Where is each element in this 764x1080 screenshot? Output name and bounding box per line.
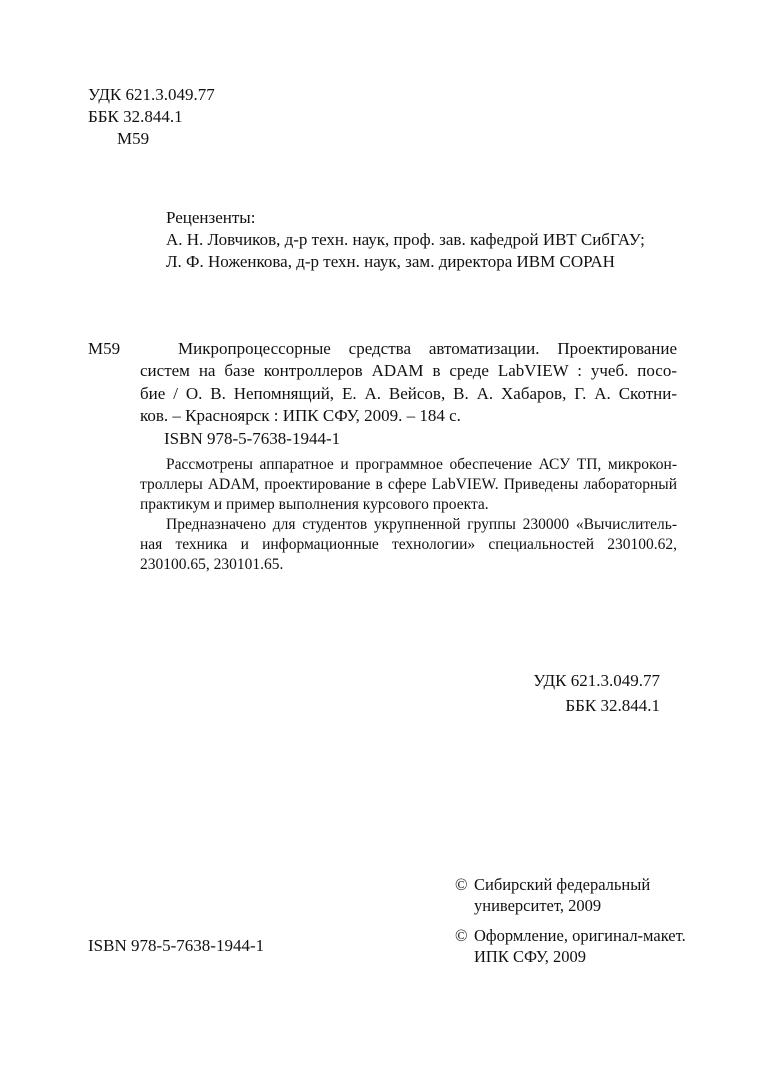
copyright-line: Сибирский федеральный [474,875,651,894]
biblio-line: систем на базе контроллеров ADAM в среде LabVIEW : учеб. посо- [140,361,677,381]
annotation-line: Рассмотрены аппаратное и программное обеспечение АСУ ТП, микрокон- [166,456,677,473]
reviewer-line: А. Н. Ловчиков, д-р техн. наук, проф. зав. кафедрой ИВТ СибГАУ; [166,230,645,249]
reviewer-line: Л. Ф. Ноженкова, д-р техн. наук, зам. директора ИВМ СОРАН [166,252,615,271]
biblio-line: бие / О. В. Непомнящий, Е. А. Вейсов, В. А. Хабаров, Г. А. Скотни- [140,383,677,403]
annotation-block [140,455,677,575]
bbk-code-bottom: ББК 32.844.1 [565,696,660,715]
top-codes-block [88,84,215,150]
annotation-line: ная техника и информационные технологии» специальностей 230100.62, [140,536,677,553]
annotation-line: троллеры ADAM, проектирование в сфере LabVIEW. Приведены лабораторный [140,476,677,493]
bottom-codes-block [0,668,660,718]
copyright-line: университет, 2009 [474,896,602,915]
udk-code-bottom: УДК 621.3.049.77 [533,671,660,690]
annotation-paragraph [140,455,677,515]
reviewers-block [166,207,645,273]
annotation-line: Предназначено для студентов укрупненной группы 230000 «Вычислитель- [166,516,677,533]
book-author-code-top: М59 [117,129,150,148]
copyright-line: ИПК СФУ, 2009 [474,947,586,966]
copyright-icon: © [455,926,468,945]
bbk-code-top: ББК 32.844.1 [88,107,183,126]
biblio-line: ков. – Красноярск : ИПК СФУ, 2009. – 184 с. [140,406,461,426]
isbn-entry-line: ISBN 978-5-7638-1944-1 [164,428,341,448]
copyright-block [455,874,686,976]
bibliographic-entry [140,338,677,450]
copyright-line: Оформление, оригинал-макет. [474,926,686,945]
annotation-paragraph [140,515,677,575]
udk-code-top: УДК 621.3.049.77 [88,85,215,104]
copyright-icon: © [455,875,468,894]
copyright-note [455,874,686,916]
copyright-note [455,925,686,967]
annotation-line: 230100.65, 230101.65. [140,556,284,573]
book-author-code-entry: М59 [88,339,121,358]
biblio-line: Микропроцессорные средства автоматизации. Проектирование [178,339,677,358]
reviewers-heading: Рецензенты: [166,208,256,227]
isbn-bottom: ISBN 978-5-7638-1944-1 [88,936,265,955]
annotation-line: практикум и пример выполнения курсового проекта. [140,496,489,513]
